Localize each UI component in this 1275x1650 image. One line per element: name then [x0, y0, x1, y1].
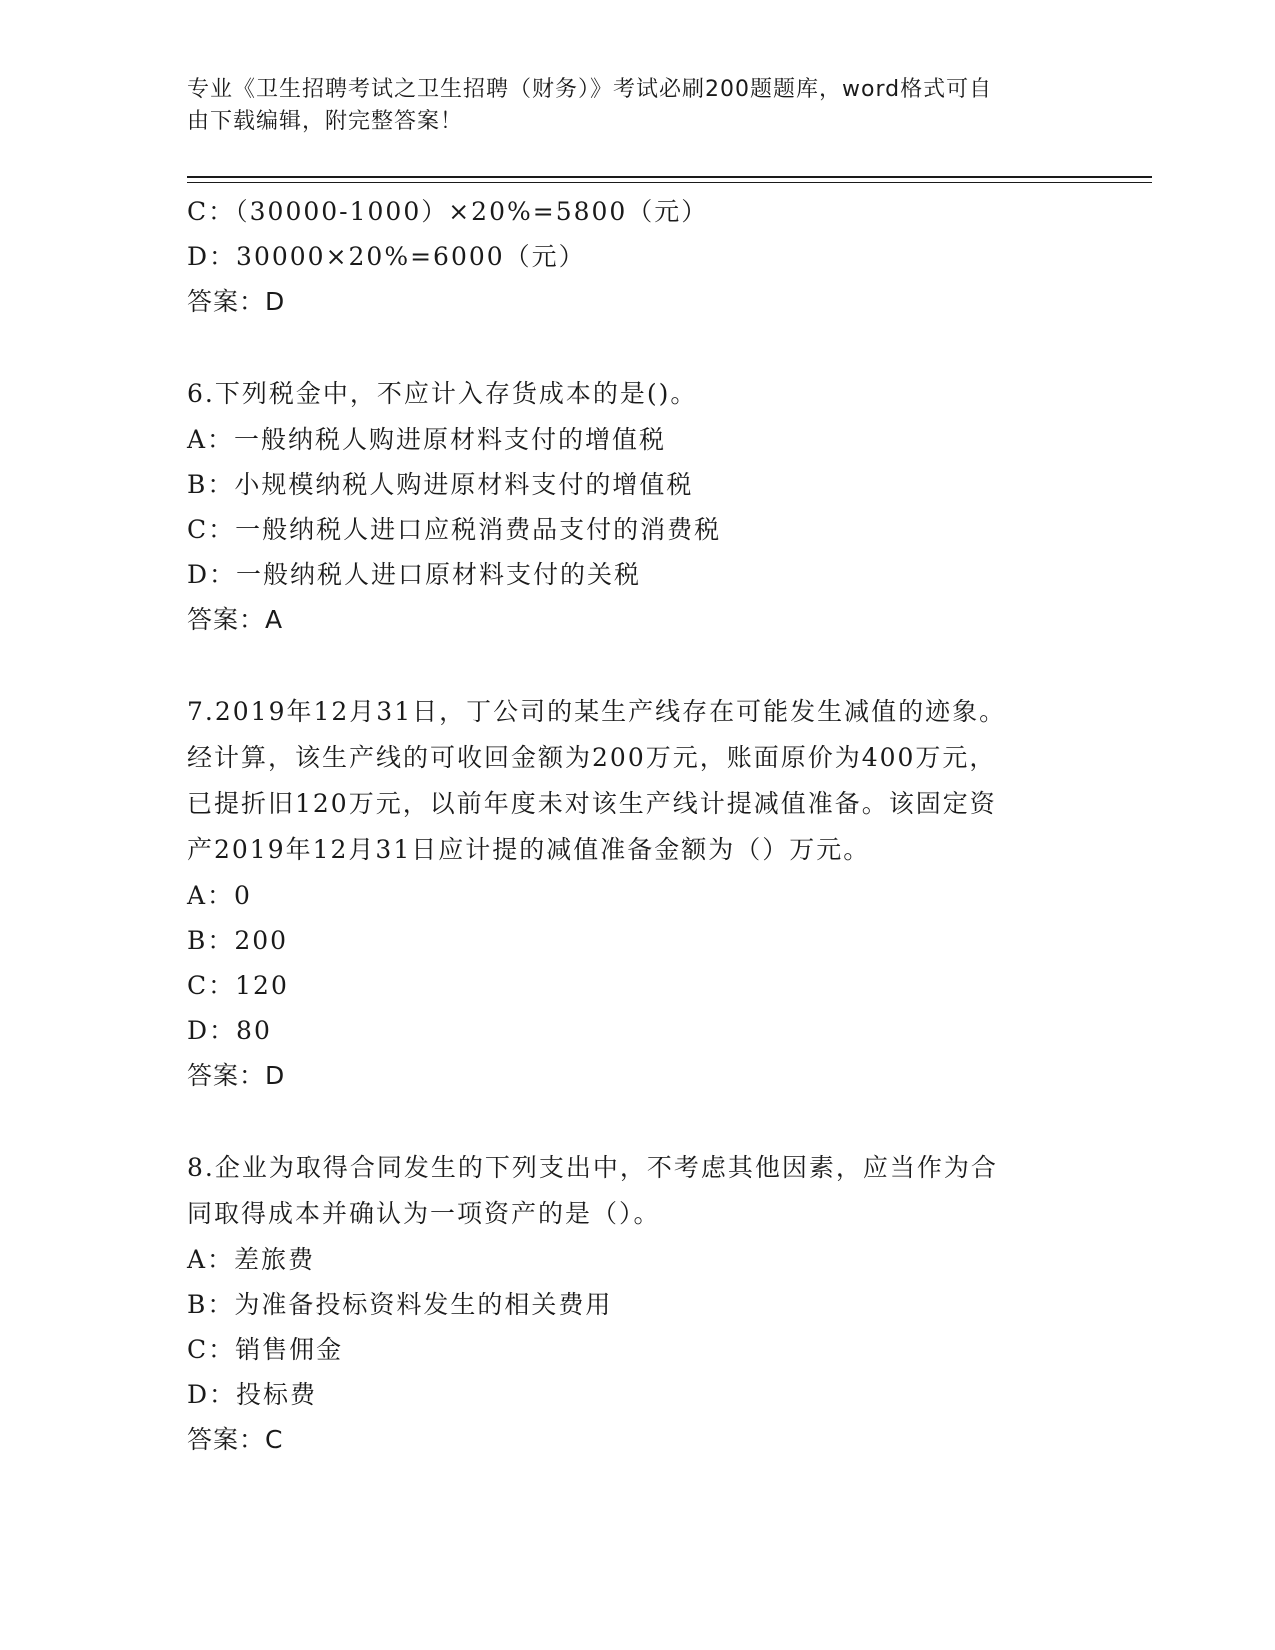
header-divider-thin [187, 182, 1152, 183]
question-7 [187, 689, 1087, 1098]
spacer [187, 324, 1087, 371]
header-line-2: 由下载编辑，附完整答案！ [187, 109, 464, 134]
option-d: D：投标费 [187, 1380, 318, 1409]
option-d: D：80 [187, 1016, 272, 1045]
spacer [187, 1098, 1087, 1145]
option-a: A：差旅费 [187, 1245, 316, 1274]
question-line: 同取得成本并确认为一项资产的是（）。 [187, 1199, 661, 1228]
option-b: B：小规模纳税人购进原材料支付的增值税 [187, 470, 694, 499]
question-line: 经计算，该生产线的可收回金额为200万元，账面原价为400万元， [187, 743, 997, 772]
question-8 [187, 1145, 1087, 1462]
answer-label: 答案：D [187, 287, 286, 316]
question-line: 7.2019年12月31日，丁公司的某生产线存在可能发生减值的迹象。 [187, 697, 1007, 726]
option-d: D：30000×20%=6000（元） [187, 242, 586, 271]
option-a: A：0 [187, 881, 252, 910]
question-line: 8.企业为取得合同发生的下列支出中，不考虑其他因素，应当作为合 [187, 1153, 998, 1182]
question-text [187, 371, 1087, 417]
header-line-1: 专业《卫生招聘考试之卫生招聘（财务）》考试必刷200题题库，word格式可自 [187, 77, 993, 102]
header-divider-thick [187, 176, 1152, 178]
question-line: 已提折旧120万元，以前年度未对该生产线计提减值准备。该固定资 [187, 789, 997, 818]
option-b: B：200 [187, 926, 289, 955]
option-a: A：一般纳税人购进原材料支付的增值税 [187, 425, 667, 454]
question-6 [187, 371, 1087, 642]
document-body [187, 189, 1087, 1462]
answer-label: 答案：D [187, 1061, 286, 1090]
spacer [187, 642, 1087, 689]
answer-label: 答案：C [187, 1425, 284, 1454]
question-text [187, 1145, 1087, 1237]
option-b: B：为准备投标资料发生的相关费用 [187, 1290, 613, 1319]
question-line: 产2019年12月31日应计提的减值准备金额为（）万元。 [187, 835, 871, 864]
answer-label: 答案：A [187, 605, 284, 634]
option-c: C：一般纳税人进口应税消费品支付的消费税 [187, 515, 722, 544]
document-header [187, 74, 1067, 138]
option-c: C：120 [187, 971, 289, 1000]
question-5-continuation [187, 189, 1087, 324]
option-c: C：销售佣金 [187, 1335, 344, 1364]
question-line: 6.下列税金中，不应计入存货成本的是()。 [187, 379, 698, 408]
option-d: D：一般纳税人进口原材料支付的关税 [187, 560, 642, 589]
option-c: C：（30000-1000）×20%=5800（元） [187, 197, 709, 226]
question-text [187, 689, 1087, 873]
